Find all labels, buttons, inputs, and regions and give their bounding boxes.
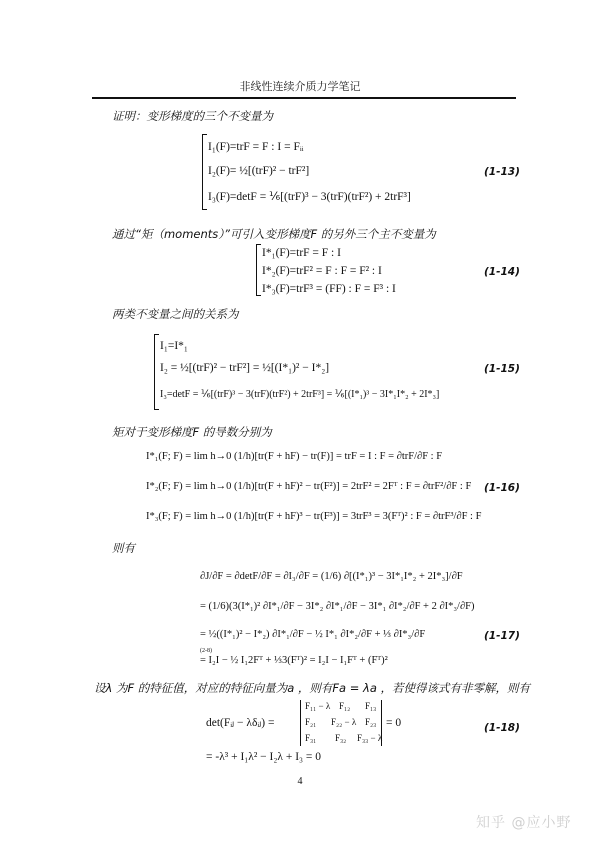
brace-1-15 [154,334,155,410]
equation-1-16-line-3: I*₃(F; F) = lim h→0 (1/h)[tr(F + hF)³ − tr(F³)] = 3trF³ = 3(Fᵀ)² : F = ∂trF³/∂F : F [146,511,482,522]
page-header: 非线性连续介质力学笔记 [239,80,361,93]
equation-1-13-line-1: I₁(F)=trF = F : I = Fᵢᵢ [208,141,304,153]
matrix-cell: F₁₃ [365,701,377,711]
equation-number-1-16: (1-16) [484,482,520,494]
matrix-cell: F₂₂ − λ [331,717,357,727]
matrix-cell: F₂₃ [365,717,377,727]
equation-1-14-line-1: I*₁(F)=trF = F : I [262,247,341,259]
matrix-cell: F₁₂ [339,701,351,711]
determinant-matrix [300,700,382,746]
equation-1-15-line-2: I₂ = ½[(trF)² − trF²] = ½[(I*₁)² − I*₂] [160,362,330,374]
matrix-cell: F₃₃ − λ [357,733,383,743]
paragraph-1: 证明：变形梯度的三个不变量为 [112,109,273,123]
equation-1-16-line-2: I*₂(F; F) = lim h→0 (1/h)[tr(F + hF)² − tr(F²)] = 2trF² = 2Fᵀ : F = ∂trF²/∂F : F [146,481,472,492]
equation-1-17-line-1: ∂J/∂F = ∂detF/∂F = ∂I₃/∂F = (1/6) ∂[(I*₁)³ − 3I*₁I*₂ + 2I*₃]/∂F [200,571,463,582]
equation-1-15-line-1: I₁=I*₁ [160,340,188,352]
watermark: 知乎 @应小野 [476,815,572,831]
brace-1-14 [256,244,257,296]
equation-1-16-line-1: I*₁(F; F) = lim h→0 (1/h)[tr(F + hF) − tr(F)] = trF = I : F = ∂trF/∂F : F [146,451,443,462]
equation-1-18-line-2: = -λ³ + I₁λ² − I₂λ + I₃ = 0 [206,751,322,763]
equation-number-1-18: (1-18) [484,722,520,734]
equation-1-15-line-3: I₃=detF = ⅙[(trF)³ − 3(trF)(trF²) + 2trF³] = ⅙[(I*₁)³ − 3I*₁I*₂ + 2I*₃] [160,389,440,400]
equation-1-17-line-4: = I₂I − ½ I₁2Fᵀ + ⅓3(Fᵀ)² = I₂I − I₁Fᵀ + (Fᵀ)² [200,655,388,666]
paragraph-3: 两类不变量之间的关系为 [112,307,239,321]
equation-1-13-line-3: I₃(F)=detF = ⅙[(trF)³ − 3(trF)(trF²) + 2trF³] [208,191,411,203]
equation-number-1-13: (1-13) [484,166,520,178]
equation-number-1-14: (1-14) [484,266,520,278]
matrix-cell: F₂₁ [305,717,317,727]
matrix-cell: F₁₁ − λ [305,701,331,711]
equation-1-13-line-2: I₂(F)= ½[(trF)² − trF²] [208,165,310,177]
paragraph-6: 设λ 为F 的特征值，对应的特征向量为a ，则有Fa = λa ，若使得该式有非零解，则有 [94,681,531,695]
equation-1-18-lhs: det(Fᵢⱼ − λδᵢⱼ) = [206,717,275,729]
paragraph-2: 通过“矩（moments）”可引入变形梯度F 的另外三个主不变量为 [112,227,436,241]
equation-number-1-15: (1-15) [484,363,520,375]
paragraph-4: 矩对于变形梯度F 的导数分别为 [112,425,272,439]
matrix-cell: F₃₂ [335,733,347,743]
equation-1-18-rhs: = 0 [386,717,402,729]
equation-1-14-line-2: I*₂(F)=trF² = F : F = F² : I [262,265,382,277]
equation-1-17-line-2: = (1/6)(3(I*₁)² ∂I*₁/∂F − 3I*₂ ∂I*₁/∂F − 3I*₁ ∂I*₂/∂F + 2 ∂I*₃/∂F) [200,601,475,612]
equation-1-17-line-3: = ½((I*₁)² − I*₂) ∂I*₁/∂F − ½ I*₁ ∂I*₂/∂F + ⅓ ∂I*₃/∂F [200,629,426,640]
matrix-cell: F₃₁ [305,733,317,743]
equation-1-17-ref: (2-8) [200,648,212,654]
page-number: 4 [297,776,303,787]
equation-number-1-17: (1-17) [484,630,520,642]
brace-1-13 [202,134,203,210]
equation-1-14-line-3: I*₃(F)=trF³ = (FF) : F = F³ : I [262,283,396,295]
paragraph-5: 则有 [112,541,135,555]
header-rule [92,97,516,99]
